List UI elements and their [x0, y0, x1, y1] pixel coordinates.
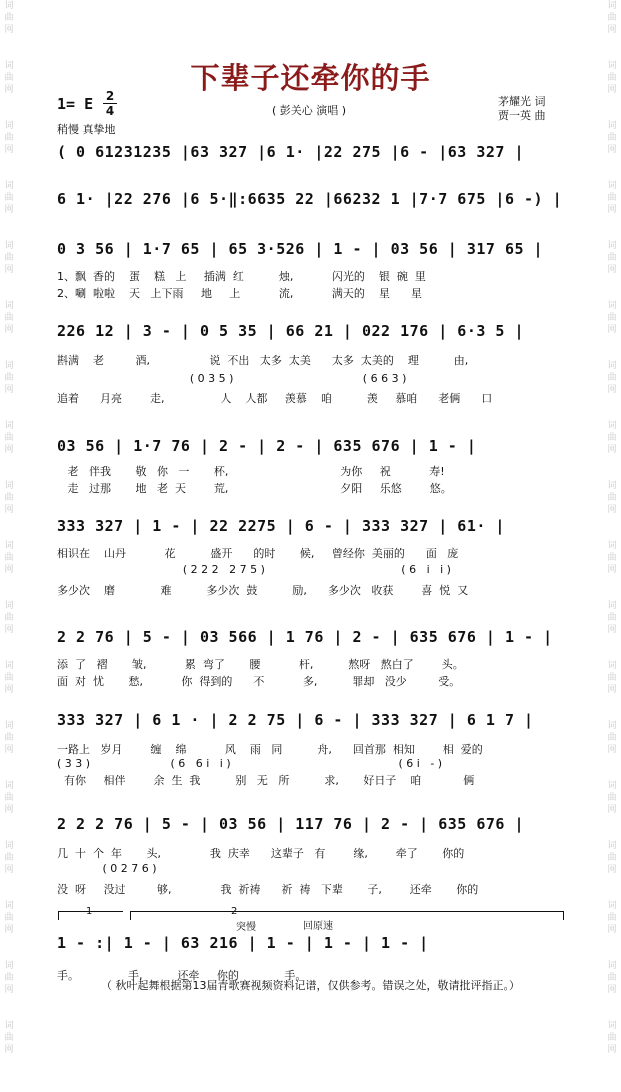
- lyric-line: 多少次 磨 难 多少次 鼓 励, 多少次 收获 喜 悦 又: [57, 584, 469, 597]
- watermark-mark: [605, 660, 619, 720]
- watermark-mark: [605, 720, 619, 780]
- lyric-line: 1、飘 香的 蛋 糕 上 插满 红 烛, 闪光的 银 碗 里: [57, 270, 426, 283]
- tempo-marking: 稍慢 真挚地: [57, 123, 116, 136]
- composer-credit: 贾一英 曲: [498, 109, 546, 122]
- watermark-mark: [2, 480, 16, 540]
- page-title: 下辈子还牵你的手: [190, 61, 431, 95]
- watermark-char: 词: [607, 301, 617, 311]
- watermark-char: 网: [607, 925, 617, 935]
- time-signature: [103, 90, 117, 117]
- watermark-char: 曲: [4, 673, 14, 683]
- watermark-mark: [605, 780, 619, 840]
- watermark-char: 网: [607, 325, 617, 335]
- watermark-char: 网: [4, 565, 14, 575]
- score-marker: 1: [86, 906, 93, 917]
- watermark-char: 曲: [4, 73, 14, 83]
- watermark-char: 网: [607, 565, 617, 575]
- volta-bracket-1: [58, 911, 123, 920]
- notation-row: 0 3 56 | 1·7 65 | 65 3·526 | 1 - | 03 56 | 317 65 |: [57, 240, 544, 258]
- watermark-char: 曲: [607, 493, 617, 503]
- watermark-char: 词: [4, 601, 14, 611]
- lyricist-credit: 茅耀光 词: [498, 95, 546, 108]
- watermark-mark: [2, 300, 16, 360]
- lyric-line: 一路上 岁月 缠 绵 风 雨 同 舟, 回首那 相知 相 爱的: [57, 743, 483, 756]
- watermark-char: 词: [607, 1, 617, 11]
- lyric-line: 相识在 山丹 花 盛开 的时 候, 曾经你 美丽的 面 庞: [57, 547, 459, 560]
- watermark-char: 曲: [607, 613, 617, 623]
- watermark-char: 曲: [607, 193, 617, 203]
- meter-denominator: 4: [105, 104, 115, 118]
- watermark-char: 网: [4, 805, 14, 815]
- watermark-mark: [2, 120, 16, 180]
- watermark-char: 曲: [4, 193, 14, 203]
- lyric-line: 没 呀 没过 够, 我 祈祷 祈 祷 下辈 子, 还牵 你的: [57, 883, 479, 896]
- watermark-char: 网: [4, 85, 14, 95]
- volta-bracket-2: [130, 911, 564, 920]
- notation-row: 226 12 | 3 - | 0 5 35 | 66 21 | 022 176 | 6·3 5 |: [57, 322, 525, 340]
- watermark-char: 网: [607, 265, 617, 275]
- watermark-char: 网: [4, 265, 14, 275]
- lyric-line: 2、唰 啦啦 天 上下雨 地 上 流, 满天的 星 星: [57, 287, 422, 300]
- score-marker: 回原速: [303, 921, 333, 932]
- watermark-char: 词: [607, 841, 617, 851]
- watermark-mark: [2, 360, 16, 420]
- watermark-mark: [605, 480, 619, 540]
- watermark-char: 网: [607, 25, 617, 35]
- watermark-mark: [2, 240, 16, 300]
- watermark-char: 网: [4, 505, 14, 515]
- watermark-mark: [605, 600, 619, 660]
- watermark-mark: [2, 840, 16, 900]
- watermark-char: 词: [607, 601, 617, 611]
- watermark-char: 网: [607, 865, 617, 875]
- watermark-char: 曲: [607, 673, 617, 683]
- watermark-mark: [605, 180, 619, 240]
- watermark-char: 曲: [607, 253, 617, 263]
- watermark-mark: [2, 660, 16, 720]
- watermark-mark: [605, 360, 619, 420]
- notation-row: 333 327 | 6 1 · | 2 2 75 | 6 - | 333 327 | 6 1 7 |: [57, 711, 534, 729]
- watermark-char: 网: [4, 745, 14, 755]
- watermark-char: 词: [607, 661, 617, 671]
- score-marker: 2: [231, 906, 238, 917]
- watermark-char: 曲: [4, 613, 14, 623]
- lyric-line: 面 对 忧 愁, 你 得到的 不 多, 罪却 没少 受。: [57, 675, 461, 688]
- watermark-mark: [605, 1020, 619, 1080]
- watermark-char: 网: [4, 865, 14, 875]
- watermark-mark: [605, 420, 619, 480]
- lyric-line: 添 了 褶 皱, 累 弯了 腰 杆, 熬呀 熬白了 头。: [57, 658, 464, 671]
- watermark-char: 曲: [4, 433, 14, 443]
- watermark-mark: [2, 600, 16, 660]
- watermark-char: 曲: [4, 793, 14, 803]
- watermark-char: 曲: [4, 253, 14, 263]
- lyric-line: ( 3 3 ) ( 6 6 i i ) ( 6 i - ): [57, 757, 443, 770]
- notation-row: 2 2 76 | 5 - | 03 566 | 1 76 | 2 - | 635 676 | 1 - |: [57, 628, 553, 646]
- watermark-char: 曲: [4, 973, 14, 983]
- watermark-char: 词: [4, 841, 14, 851]
- key-signature: 1= E: [57, 95, 94, 113]
- watermark-char: 词: [4, 481, 14, 491]
- watermark-char: 曲: [607, 13, 617, 23]
- watermark-char: 词: [607, 961, 617, 971]
- watermark-char: 曲: [4, 553, 14, 563]
- watermark-char: 网: [607, 85, 617, 95]
- watermark-char: 词: [607, 541, 617, 551]
- watermark-char: 曲: [607, 133, 617, 143]
- watermark-char: 网: [607, 985, 617, 995]
- watermark-char: 词: [4, 361, 14, 371]
- watermark-char: 曲: [607, 73, 617, 83]
- notation-row: 03 56 | 1·7 76 | 2 - | 2 - | 635 676 | 1 - |: [57, 437, 477, 455]
- notation-row: 2 2 2 76 | 5 - | 03 56 | 117 76 | 2 - | 635 676 |: [57, 815, 525, 833]
- watermark-mark: [2, 900, 16, 960]
- watermark-char: 词: [4, 421, 14, 431]
- watermark-char: 网: [4, 685, 14, 695]
- watermark-char: 曲: [4, 913, 14, 923]
- watermark-char: 词: [4, 901, 14, 911]
- watermark-char: 曲: [607, 433, 617, 443]
- lyric-line: 走 过那 地 老 天 荒, 夕阳 乐悠 悠。: [57, 482, 452, 495]
- watermark-char: 曲: [607, 1033, 617, 1043]
- watermark-char: 曲: [607, 793, 617, 803]
- watermark-mark: [605, 300, 619, 360]
- watermark-mark: [605, 120, 619, 180]
- watermark-char: 词: [4, 721, 14, 731]
- watermark-char: 词: [4, 661, 14, 671]
- watermark-char: 曲: [4, 313, 14, 323]
- lyric-line: 手。 手, 还牵 你的 手。: [57, 969, 307, 982]
- watermark-char: 曲: [607, 313, 617, 323]
- watermark-mark: [605, 900, 619, 960]
- watermark-mark: [605, 0, 619, 60]
- watermark-char: 网: [4, 625, 14, 635]
- watermark-char: 词: [607, 121, 617, 131]
- watermark-mark: [2, 420, 16, 480]
- watermark-char: 词: [4, 301, 14, 311]
- watermark-char: 词: [4, 61, 14, 71]
- lyric-line: 老 伴我 敬 你 一 杯, 为你 祝 寿!: [57, 465, 445, 478]
- watermark-char: 网: [607, 145, 617, 155]
- lyric-line: 有你 相伴 余 生 我 别 无 所 求, 好日子 咱 俩: [57, 774, 475, 787]
- watermark-char: 网: [4, 385, 14, 395]
- lyric-line: 追着 月亮 走, 人 人都 羡慕 咱 羡 慕咱 老俩 口: [57, 392, 493, 405]
- watermark-char: 曲: [4, 493, 14, 503]
- watermark-char: 词: [607, 481, 617, 491]
- watermark-char: 词: [4, 961, 14, 971]
- watermark-char: 词: [607, 241, 617, 251]
- watermark-char: 网: [607, 1045, 617, 1055]
- watermark-char: 曲: [4, 1033, 14, 1043]
- watermark-char: 词: [607, 61, 617, 71]
- watermark-char: 曲: [607, 733, 617, 743]
- watermark-char: 网: [607, 505, 617, 515]
- watermark-char: 网: [4, 325, 14, 335]
- watermark-right: [605, 0, 619, 1092]
- watermark-char: 词: [4, 541, 14, 551]
- watermark-char: 网: [607, 385, 617, 395]
- watermark-char: 网: [607, 205, 617, 215]
- watermark-char: 曲: [4, 133, 14, 143]
- lyric-line: ( 2 2 2 2 7 5 ) ( 6 i i ): [57, 563, 451, 576]
- watermark-char: 曲: [4, 853, 14, 863]
- watermark-char: 网: [607, 805, 617, 815]
- watermark-mark: [2, 540, 16, 600]
- watermark-char: 网: [4, 445, 14, 455]
- notation-row: ( 0 61231235 |63 327 |6 1· |22 275 |6 - |63 327 |: [57, 143, 525, 161]
- watermark-char: 曲: [607, 853, 617, 863]
- watermark-char: 网: [607, 745, 617, 755]
- watermark-mark: [2, 780, 16, 840]
- watermark-char: 词: [607, 901, 617, 911]
- watermark-char: 网: [4, 985, 14, 995]
- watermark-char: 词: [607, 181, 617, 191]
- watermark-char: 词: [607, 1021, 617, 1031]
- watermark-mark: [2, 180, 16, 240]
- watermark-mark: [605, 840, 619, 900]
- watermark-char: 曲: [4, 373, 14, 383]
- watermark-char: 词: [607, 721, 617, 731]
- watermark-char: 词: [4, 781, 14, 791]
- watermark-char: 网: [4, 25, 14, 35]
- watermark-char: 曲: [4, 733, 14, 743]
- notation-row: 6 1· |22 276 |6 5·‖:6635 22 |66232 1 |7·7 675 |6 -) |: [57, 190, 563, 208]
- watermark-mark: [2, 0, 16, 60]
- lyric-line: ( 0 3 5 ) ( 6 6 3 ): [57, 372, 407, 385]
- watermark-char: 词: [4, 241, 14, 251]
- watermark-left: [2, 0, 16, 1092]
- watermark-mark: [605, 240, 619, 300]
- singer-label: ( 彭关心 演唱 ): [272, 104, 347, 117]
- watermark-mark: [605, 540, 619, 600]
- watermark-char: 词: [4, 1021, 14, 1031]
- watermark-char: 词: [607, 781, 617, 791]
- watermark-char: 曲: [607, 913, 617, 923]
- watermark-mark: [2, 1020, 16, 1080]
- watermark-char: 网: [607, 625, 617, 635]
- watermark-char: 曲: [607, 973, 617, 983]
- watermark-char: 曲: [4, 13, 14, 23]
- watermark-char: 词: [4, 121, 14, 131]
- footnote: （ 秋叶起舞根据第13届青歌赛视频资料记谱，仅供参考。错误之处，敬请批评指正。）: [101, 979, 520, 992]
- lyric-line: 斟满 老 酒, 说 不出 太多 太美 太多 太美的 理 由,: [57, 354, 469, 367]
- lyric-line: ( 0 2 7 6 ): [57, 862, 157, 875]
- watermark-mark: [2, 720, 16, 780]
- watermark-char: 词: [607, 421, 617, 431]
- watermark-char: 词: [607, 361, 617, 371]
- meter-numerator: 2: [105, 89, 115, 103]
- watermark-char: 词: [4, 1, 14, 11]
- watermark-char: 网: [607, 685, 617, 695]
- lyric-line: 几 十 个 年 头, 我 庆幸 这辈子 有 缘, 牵了 你的: [57, 847, 465, 860]
- watermark-char: 网: [4, 145, 14, 155]
- notation-row: 1 - :| 1 - | 63 216 | 1 - | 1 - | 1 - |: [57, 934, 429, 952]
- watermark-char: 曲: [607, 373, 617, 383]
- watermark-char: 词: [4, 181, 14, 191]
- watermark-char: 网: [4, 205, 14, 215]
- watermark-char: 曲: [607, 553, 617, 563]
- watermark-char: 网: [4, 1045, 14, 1055]
- score-marker: 突慢: [236, 922, 256, 933]
- watermark-char: 网: [4, 925, 14, 935]
- watermark-char: 网: [607, 445, 617, 455]
- notation-row: 333 327 | 1 - | 22 2275 | 6 - | 333 327 | 61· |: [57, 517, 505, 535]
